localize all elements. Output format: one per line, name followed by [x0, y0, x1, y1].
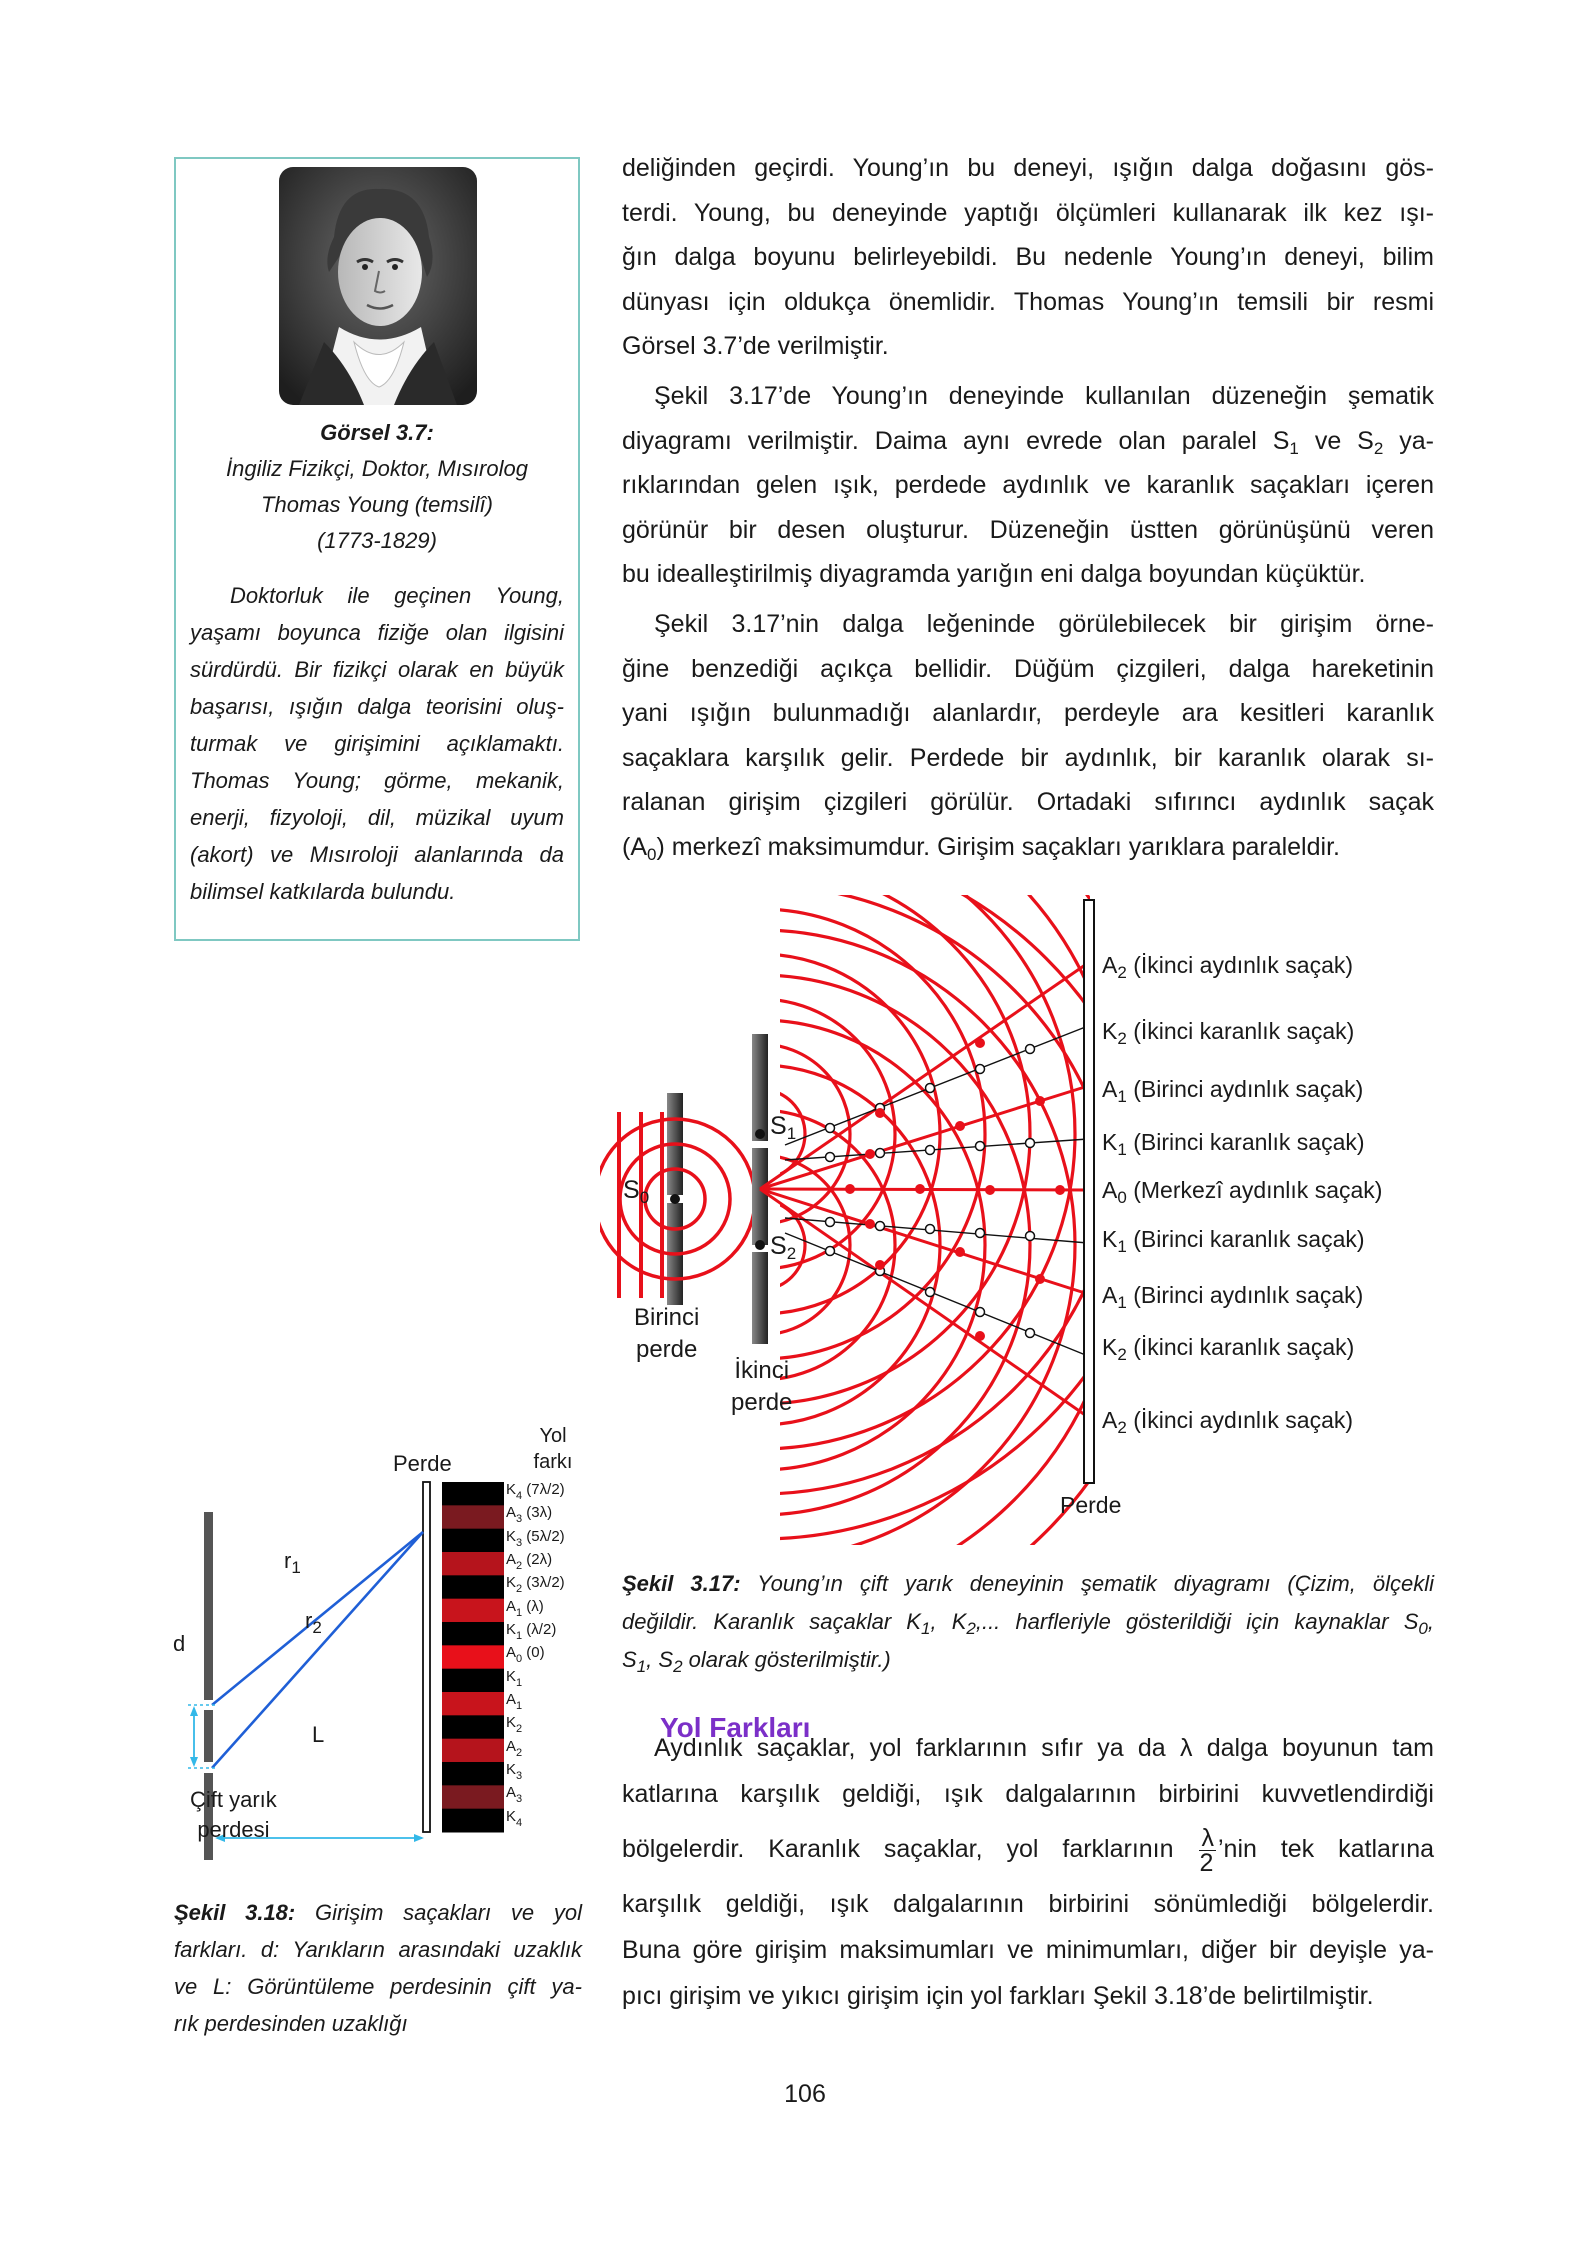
subscript: 1 [1117, 1140, 1127, 1159]
lambda-symbol: λ [1179, 1734, 1193, 1762]
figure-3-17-caption [622, 1565, 1434, 1679]
caption-line: rık perdesinden uzaklığı [174, 2011, 408, 2036]
section-heading: Yol Farkları [660, 1712, 811, 1743]
subscript: 1 [636, 1657, 647, 1676]
path-difference-header [533, 1423, 573, 1475]
caption-line [622, 1603, 1434, 1641]
text-line [622, 1817, 1434, 1881]
portrait-caption-line: Thomas Young (temsilî) [261, 492, 493, 517]
bio-line: (akort) ve Mısıroloji alanlarında da [190, 842, 564, 867]
bio-line: yaşamı boyunca fiziğe olan ilgisini [190, 620, 564, 645]
fringe-letter: K [506, 1807, 517, 1825]
subscript: 2 [516, 1723, 523, 1736]
slit-screen-middle [204, 1710, 213, 1762]
l-label: L [312, 1722, 325, 1747]
fringe-label [506, 1571, 565, 1594]
text-run: (A [622, 832, 647, 861]
text-line: Görsel 3.7’de verilmiştir. [622, 332, 889, 360]
text-run: bölgelerdir. Karanlık saçaklar, yol farklarının [622, 1835, 1198, 1863]
subscript: 2 [1117, 1345, 1127, 1364]
fringe-label [1102, 1127, 1365, 1157]
fringe-text: (İkinci karanlık saçak) [1126, 1018, 1355, 1044]
fringe-label [506, 1618, 556, 1641]
fringe-bar [442, 1669, 504, 1693]
fringe-letter: K [1102, 1129, 1118, 1155]
subscript: 3 [516, 1536, 523, 1549]
text-line: Buna göre girişim maksimumları ve minimumları, diğer bir deyişle ya- [622, 1936, 1434, 1964]
fringe-bar [442, 1505, 504, 1529]
bio-line: turmak ve girişimini açıklamaktı. [190, 731, 564, 756]
fringe-label [506, 1478, 565, 1501]
figure-3-18-caption [174, 1894, 582, 2042]
caption-text: S [622, 1647, 637, 1672]
fringe-label [506, 1595, 544, 1618]
text-line: saçaklara karşılık gelir. Perdede bir aydınlık, bir karanlık olarak sı- [622, 743, 1434, 772]
text-line: Şekil 3.17’de Young’ın deneyinde kullanılan düzeneğin şematik [654, 382, 1434, 410]
fringe-text: (İkinci aydınlık saçak) [1126, 952, 1354, 978]
caption-text: değildir. Karanlık saçaklar K [622, 1609, 921, 1634]
caption-line [174, 1894, 582, 1931]
subscript: 1 [1289, 438, 1299, 458]
path-difference: (0) [522, 1644, 545, 1662]
fringe-letter: A [1102, 1282, 1118, 1308]
label-text: Birinci [634, 1304, 700, 1331]
paragraph-4 [622, 1725, 1434, 2019]
path-difference: (5λ/2) [522, 1527, 565, 1545]
s1-slit-point [755, 1129, 765, 1139]
subscript: 1 [1117, 1087, 1127, 1106]
caption-text: ,... harfleriyle gösterildiği için kaynaklar S [975, 1609, 1419, 1634]
subscript: 1 [516, 1676, 523, 1689]
text-line: ğın dalga boyunu belirleyebildi. Bu nedenle Young’ın deneyi, bilim [622, 243, 1434, 271]
caption-text: , S [646, 1647, 674, 1672]
subscript: 0 [1418, 1619, 1428, 1638]
text-run: ya- [1383, 426, 1434, 455]
lambda-over-two-fraction [1199, 1823, 1216, 1877]
fringe-letter: K [506, 1527, 517, 1545]
fringe-letter: A [506, 1551, 517, 1568]
bio-line: Thomas Young; görme, mekanik, [190, 768, 564, 793]
path-difference: (3λ/2) [522, 1574, 565, 1592]
bio-line: Doktorluk ile geçinen Young, [230, 583, 564, 608]
label-text: farkı [533, 1451, 573, 1473]
fringe-text: (Merkezî aydınlık saçak) [1126, 1177, 1383, 1203]
subscript: 3 [516, 1513, 523, 1526]
d-label: d [173, 1631, 186, 1656]
subscript: 2 [673, 1657, 683, 1676]
caption-label: Şekil 3.18: [174, 1900, 296, 1925]
subscript: 3 [516, 1770, 523, 1782]
fringe-letter: K [506, 1714, 517, 1732]
fringe-bar [442, 1575, 504, 1599]
fringe-letter: K [506, 1621, 517, 1638]
label-text: r [305, 1608, 313, 1633]
fringe-bar [442, 1645, 504, 1669]
label-text: S [623, 1176, 640, 1204]
subscript: 0 [1117, 1188, 1127, 1207]
bio-line: sürdürdü. Bir fizikçi olarak en büyük [190, 657, 564, 682]
fringe-label [506, 1735, 522, 1758]
subscript: 0 [647, 844, 657, 864]
fringe-letter: K [506, 1481, 517, 1498]
fringe-letter: A [506, 1504, 517, 1522]
fringe-bar [442, 1482, 504, 1506]
fringe-letter: A [506, 1691, 517, 1708]
fringe-label [1102, 1074, 1363, 1104]
fringe-bar [442, 1809, 504, 1833]
caption-text: , K [930, 1609, 967, 1634]
fringe-letter: A [1102, 1177, 1118, 1203]
subscript: 2 [312, 1618, 322, 1637]
subscript: 2 [1117, 963, 1127, 982]
fringe-label [506, 1688, 522, 1711]
subscript: 2 [1373, 438, 1384, 458]
text-line: karşılık geldiği, ışık dalgalarının birbirini sönümlediği bölgelerdir. [622, 1890, 1434, 1918]
r2-label [305, 1608, 322, 1637]
fringe-letter: A [506, 1737, 517, 1755]
fringe-letter: K [1102, 1334, 1118, 1360]
subscript: 1 [1117, 1293, 1127, 1312]
subscript: 2 [966, 1619, 976, 1638]
fringe-letter: K [1102, 1226, 1118, 1252]
fringe-text: (Birinci karanlık saçak) [1126, 1129, 1365, 1155]
text-run: Aydınlık saçaklar, yol farklarının sıfır ya da [654, 1734, 1180, 1762]
subscript: 2 [1117, 1029, 1127, 1048]
fringe-label [1102, 1224, 1365, 1254]
subscript: 1 [516, 1606, 523, 1619]
text-line: katlarına karşılık geldiği, ışık dalgalarının birbirini kuvvetlendirdiği [622, 1780, 1434, 1808]
fringe-label [1102, 1016, 1354, 1046]
arrow-head [190, 1757, 198, 1767]
text-line: pıcı girişim ve yıkıcı girişim için yol farkları Şekil 3.18’de belirtilmiştir. [622, 1982, 1374, 2010]
text-line: ralanan girişim çizgileri görülür. Ortadaki sıfırıncı aydınlık saçak [622, 788, 1434, 816]
bio-line: başarısı, ışığın dalga teorisini oluş- [190, 694, 564, 719]
fringe-letter: K [506, 1667, 517, 1685]
fringe-text: (Birinci aydınlık saçak) [1126, 1076, 1364, 1102]
fringe-bars [442, 1482, 504, 1833]
fringe-label [506, 1548, 552, 1571]
caption-text: Young’ın çift yarık deneyinin şematik diyagramı (Çizim, ölçekli [740, 1571, 1434, 1596]
fringe-label [506, 1805, 522, 1828]
label-text: İkinci [734, 1357, 790, 1384]
path-difference: (λ) [522, 1597, 544, 1615]
fringe-letter: A [1102, 1407, 1118, 1433]
fringe-text: (İkinci aydınlık saçak) [1126, 1407, 1354, 1433]
label-text: r [284, 1548, 292, 1573]
path-difference: (7λ/2) [522, 1481, 565, 1498]
fringe-bar [442, 1599, 504, 1623]
subscript: 2 [786, 1244, 797, 1263]
r1-label [284, 1548, 301, 1577]
label-text: S [770, 1112, 787, 1140]
text-line: Şekil 3.17’nin dalga leğeninde görülebilecek bir girişim örne- [654, 610, 1434, 638]
screen-label: Perde [393, 1451, 452, 1476]
fringe-label [506, 1665, 522, 1688]
text-run: dalga boyunun tam [1192, 1734, 1434, 1762]
text-line [622, 1725, 1434, 1771]
fringe-label [1102, 950, 1353, 980]
fringe-label [1102, 1405, 1353, 1435]
subscript: 1 [1117, 1237, 1127, 1256]
text-line: görünür bir desen oluşturur. Düzeneğin üstten görünüşünü veren [622, 515, 1434, 544]
fringe-text: (Birinci aydınlık saçak) [1126, 1282, 1364, 1308]
label-text: perde [635, 1336, 698, 1363]
fringe-label [506, 1758, 522, 1781]
label-text: Yol [539, 1425, 567, 1447]
first-screen-label [634, 1302, 699, 1366]
text-run: ve S [1298, 426, 1374, 455]
fringe-text: (İkinci karanlık saçak) [1126, 1334, 1355, 1360]
bio-line: enerji, fizyoloji, dil, müzikal uyum [190, 805, 564, 830]
fringe-text: (Birinci karanlık saçak) [1126, 1226, 1365, 1252]
subscript: 1 [291, 1558, 301, 1577]
double-slit-screen-label [190, 1785, 277, 1845]
fringe-label [1102, 1332, 1354, 1362]
caption-line [622, 1641, 1434, 1679]
viewing-screen [423, 1482, 430, 1832]
subscript: 4 [516, 1816, 523, 1829]
fringe-letter: K [506, 1761, 517, 1778]
label-text: Çift yarık [190, 1787, 277, 1812]
subscript: 2 [516, 1746, 523, 1759]
caption-line [622, 1565, 1434, 1603]
fringe-bar [442, 1715, 504, 1739]
second-screen-label [731, 1355, 792, 1419]
subscript: 3 [516, 1793, 523, 1806]
text-run: diyagramı verilmiştir. Daima aynı evrede olan paralel S [622, 426, 1290, 455]
subscript: 1 [516, 1630, 523, 1642]
fringe-letter: A [1102, 1076, 1118, 1102]
second-screen-top [752, 1034, 768, 1141]
caption-line: ve L: Görüntüleme perdesinin çift ya- [174, 1974, 582, 1999]
caption-text: Girişim saçakları ve yol [295, 1900, 582, 1925]
arrow-head [414, 1834, 424, 1842]
fringe-letter: A [506, 1597, 517, 1615]
text-line: ğine benzediği açıkça bellidir. Düğüm çizgileri, dalga hareketinin [622, 654, 1434, 683]
text-line: terdi. Young, bu deneyinde yaptığı ölçümleri kullanarak ilk kez ışı- [622, 198, 1434, 227]
fringe-bar [442, 1739, 504, 1763]
fringe-bar [442, 1622, 504, 1646]
bio-line: bilimsel katkılarda bulundu. [190, 879, 456, 904]
caption-label: Şekil 3.17: [622, 1571, 741, 1596]
fringe-letter: A [506, 1784, 517, 1802]
portrait-caption-line: (1773-1829) [317, 528, 437, 553]
s2-label [770, 1232, 796, 1261]
text-line: deliğinden geçirdi. Young’ın bu deneyi, ışığın dalga doğasını gös- [622, 154, 1434, 182]
portrait-caption-line: İngiliz Fizikçi, Doktor, Mısırolog [226, 456, 528, 481]
text-line: yani ışığın bulunmadığı alanlardır, perdeyle ara kesitleri karanlık [622, 699, 1434, 727]
fringe-label [506, 1711, 522, 1734]
s1-label [770, 1112, 796, 1141]
caption-text: , [1427, 1609, 1434, 1634]
label-text: perdesi [197, 1817, 270, 1842]
fringe-bar [442, 1785, 504, 1809]
subscript: 1 [920, 1619, 931, 1638]
screen-label: Perde [1060, 1492, 1122, 1518]
subscript: 2 [516, 1583, 523, 1596]
fringe-label [1102, 1280, 1363, 1310]
subscript: 1 [516, 1700, 523, 1712]
subscript: 2 [1117, 1418, 1127, 1437]
text-run: ) merkezî maksimumdur. Girişim saçakları yarıklara paraleldir. [656, 832, 1340, 861]
s2-slit-point [755, 1240, 765, 1250]
caption-text: olarak gösterilmiştir.) [682, 1647, 891, 1672]
subscript: 0 [516, 1653, 523, 1666]
fringe-bar [442, 1762, 504, 1786]
second-screen-middle [752, 1148, 768, 1245]
fringe-bar [442, 1552, 504, 1576]
text-line: bu idealleştirilmiş diyagramda yarığın eni dalga boyundan küçüktür. [622, 560, 1366, 588]
observation-screen [1084, 900, 1094, 1483]
portrait-caption-title: Görsel 3.7: [320, 420, 434, 445]
fringe-label [506, 1781, 522, 1804]
fringe-letter: K [506, 1574, 517, 1592]
fraction-denominator: 2 [1199, 1848, 1214, 1877]
fringe-letter: A [506, 1644, 517, 1662]
s0-slit-point [670, 1194, 680, 1204]
path-difference: (λ/2) [522, 1621, 557, 1638]
path-difference: (2λ) [522, 1551, 553, 1568]
caption-line: farkları. d: Yarıkların arasındaki uzaklık [174, 1937, 582, 1962]
slit-screen-upper [204, 1512, 213, 1700]
fringe-label [506, 1501, 552, 1524]
subscript: 2 [516, 1560, 523, 1572]
subscript: 4 [516, 1490, 523, 1502]
s0-label [623, 1176, 649, 1205]
subscript: 0 [639, 1188, 650, 1207]
fraction-numerator: λ [1201, 1823, 1214, 1852]
fringe-label [506, 1525, 565, 1548]
fringe-bar [442, 1529, 504, 1553]
text-line: dünyası için oldukça önemlidir. Thomas Young’ın temsili bir resmi [622, 287, 1434, 316]
arrow-head [190, 1706, 198, 1716]
fringe-label [506, 1641, 545, 1664]
text-run: ’nin tek katlarına [1217, 1835, 1435, 1863]
subscript: 1 [786, 1124, 797, 1143]
path-difference: (3λ) [522, 1504, 553, 1522]
fringe-label [1102, 1175, 1382, 1205]
text-line: rıklarından gelen ışık, perdede aydınlık ve karanlık saçakları içeren [622, 471, 1434, 499]
label-text: S [770, 1232, 787, 1260]
label-text: perde [731, 1389, 793, 1416]
fringe-bar [442, 1692, 504, 1716]
fringe-letter: K [1102, 1018, 1118, 1044]
second-screen-bottom [752, 1252, 768, 1344]
page-number: 106 [784, 2080, 826, 2108]
fringe-letter: A [1102, 952, 1118, 978]
